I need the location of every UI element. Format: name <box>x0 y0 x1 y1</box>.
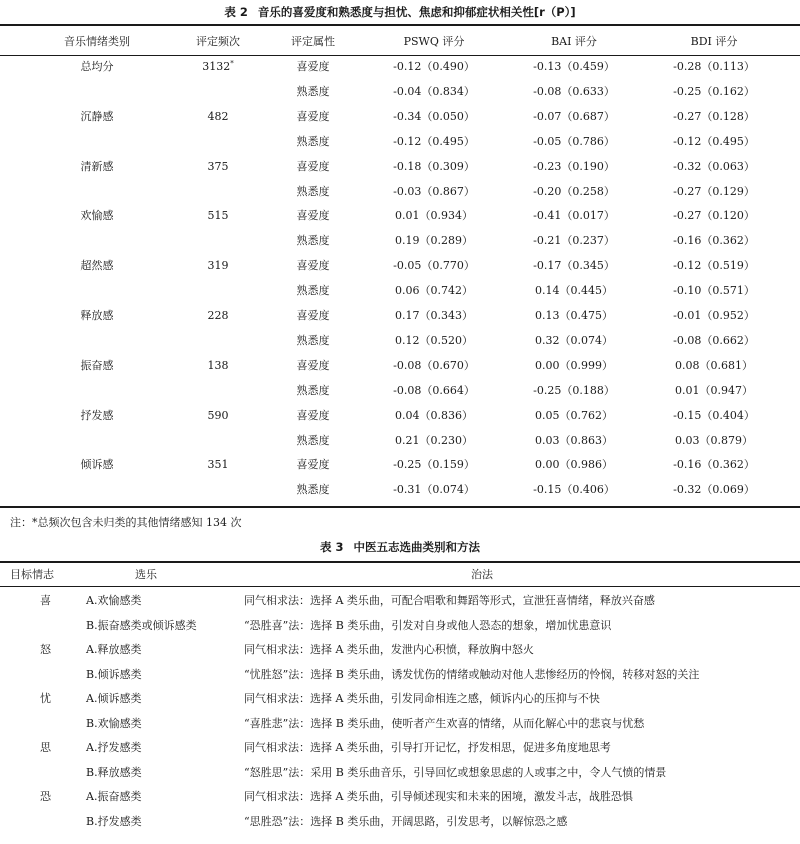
page-cutoff-edge <box>0 838 800 844</box>
pswq-value: 0.06（0.742） <box>395 284 473 298</box>
pswq-value: -0.25（0.159） <box>393 458 475 472</box>
category-label: 振奋感 <box>80 358 114 372</box>
bai-value: -0.13（0.459） <box>533 60 615 73</box>
target-emotion-label: 怒 <box>40 643 51 656</box>
bdi-value: -0.16（0.362） <box>673 234 755 248</box>
table2-title: 音乐的喜爱度和熟悉度与担忧、焦虑和抑郁症状相关性[r（P）] <box>257 5 576 19</box>
music-selection: A.振奋感类 <box>86 790 142 803</box>
bdi-value: -0.16（0.362） <box>673 458 755 472</box>
frequency-number: 138 <box>207 358 229 372</box>
attribute-label: 喜爱度 <box>296 408 330 422</box>
table2-note: 注：*总频次包含未归类的其他情绪感知 134 次 <box>10 516 242 529</box>
bai-value: -0.21（0.237） <box>533 234 615 248</box>
treatment-method: 同气相求法：选择 A 类乐曲，引导打开记忆，抒发相思，促进多角度地思考 <box>244 741 611 754</box>
pswq-value: 0.19（0.289） <box>395 234 473 248</box>
t2-header-bai: BAI 评分 <box>551 35 597 48</box>
treatment-method: “恐胜喜”法：选择 B 类乐曲，引发对自身或他人恐态的想象，增加忧患意识 <box>244 618 612 632</box>
music-selection: B.振奋感类或倾诉感类 <box>86 618 197 632</box>
treatment-method: 同气相求法：选择 A 类乐曲，可配合唱歌和舞蹈等形式，宣泄狂喜情绪，释放兴奋感 <box>244 594 655 607</box>
attribute-label: 喜爱度 <box>296 358 330 372</box>
category-label: 沉静感 <box>80 109 114 123</box>
t2-header-bdi: BDI 评分 <box>690 35 738 48</box>
attribute-label: 熟悉度 <box>296 483 330 497</box>
attribute-label: 熟悉度 <box>296 284 330 298</box>
category-label: 超然感 <box>80 259 114 273</box>
frequency-value <box>208 409 229 423</box>
treatment-method: 同气相求法：选择 A 类乐曲，发泄内心积愤，释放胸中怒火 <box>244 643 534 656</box>
bdi-value: -0.15（0.404） <box>673 408 755 422</box>
frequency-value <box>208 160 229 174</box>
treatment-method: “思胜恐”法：选择 B 类乐曲，开阔思路，引发思考，以解惊恐之感 <box>244 814 568 828</box>
bai-value: 0.13（0.475） <box>535 309 613 322</box>
bai-value: -0.41（0.017） <box>533 209 615 223</box>
bdi-value: -0.12（0.519） <box>673 259 755 273</box>
frequency-value <box>208 209 229 223</box>
bdi-value: 0.08（0.681） <box>675 358 753 372</box>
frequency-number: 228 <box>207 309 229 322</box>
pswq-value: -0.03（0.867） <box>393 184 475 198</box>
category-label: 欢愉感 <box>80 209 114 223</box>
target-emotion-label: 恐 <box>40 790 51 803</box>
pswq-value: -0.08（0.670） <box>393 358 475 372</box>
table2-header-rule <box>0 55 800 56</box>
frequency-number: 351 <box>207 458 229 472</box>
bdi-value: -0.08（0.662） <box>673 333 755 347</box>
pswq-value: -0.12（0.490） <box>393 60 475 73</box>
bai-value: -0.20（0.258） <box>533 184 615 198</box>
pswq-value: -0.34（0.050） <box>393 109 475 123</box>
table2-caption <box>0 4 800 20</box>
frequency-number: 482 <box>207 109 229 123</box>
table3-number: 表 3 <box>319 540 344 554</box>
t3-header-method: 治法 <box>471 568 493 581</box>
table3-top-rule <box>0 561 800 563</box>
pswq-value: -0.31（0.074） <box>393 483 475 497</box>
attribute-label: 喜爱度 <box>296 309 330 322</box>
attribute-label: 熟悉度 <box>296 383 330 397</box>
pswq-value: 0.01（0.934） <box>395 209 473 223</box>
bdi-value: -0.27（0.120） <box>673 209 755 223</box>
bai-value: -0.25（0.188） <box>533 383 615 397</box>
treatment-method: “怒胜思”法：采用 B 类乐曲音乐，引导回忆或想象思虑的人或事之中，令人气愤的情景 <box>244 765 667 779</box>
music-selection: A.倾诉感类 <box>86 692 142 705</box>
target-emotion-label: 忧 <box>40 692 51 705</box>
bdi-value: -0.01（0.952） <box>673 309 755 322</box>
bdi-value: -0.32（0.069） <box>673 483 755 497</box>
attribute-label: 喜爱度 <box>296 458 330 472</box>
attribute-label: 熟悉度 <box>296 184 330 198</box>
table3-title: 中医五志选曲类别和方法 <box>353 540 480 554</box>
bai-value: 0.00（0.999） <box>535 358 613 372</box>
attribute-label: 喜爱度 <box>296 209 330 223</box>
bai-value: -0.08（0.633） <box>533 84 615 98</box>
bdi-value: 0.01（0.947） <box>675 383 753 397</box>
attribute-label: 喜爱度 <box>296 259 330 273</box>
pswq-value: -0.05（0.770） <box>393 259 475 273</box>
attribute-label: 熟悉度 <box>296 333 330 347</box>
pswq-value: 0.21（0.230） <box>395 433 473 447</box>
pswq-value: 0.17（0.343） <box>395 309 473 322</box>
treatment-method: “忧胜怒”法：选择 B 类乐曲，诱发忧伤的情绪或触动对他人悲惨经历的怜悯，转移对怒的关注 <box>244 667 700 681</box>
t2-header-pswq: PSWQ 评分 <box>403 35 465 48</box>
pswq-value: -0.04（0.834） <box>393 84 475 98</box>
table2-top-rule <box>0 24 800 26</box>
bai-value: 0.32（0.074） <box>535 333 613 347</box>
pswq-value: -0.08（0.664） <box>393 383 475 397</box>
bdi-value: -0.32（0.063） <box>673 159 755 173</box>
frequency-footnote-mark: * <box>230 59 234 68</box>
music-selection: A.欢愉感类 <box>86 594 142 607</box>
bai-value: 0.03（0.863） <box>535 433 613 447</box>
frequency-value <box>208 110 229 124</box>
music-selection: B.抒发感类 <box>86 814 142 828</box>
t3-header-music: 选乐 <box>135 568 157 581</box>
category-label: 抒发感 <box>80 408 114 422</box>
frequency-value <box>208 309 229 323</box>
t2-header-freq: 评定频次 <box>196 35 240 48</box>
treatment-method: “喜胜悲”法：选择 B 类乐曲，使听者产生欢喜的情绪，从而化解心中的悲哀与忧愁 <box>244 716 645 730</box>
bdi-value: -0.25（0.162） <box>673 84 755 98</box>
music-selection: B.释放感类 <box>86 765 142 779</box>
treatment-method: 同气相求法：选择 A 类乐曲，引导倾述现实和未来的困境，激发斗志，战胜恐惧 <box>244 790 633 803</box>
category-label: 清新感 <box>80 159 114 173</box>
bai-value: -0.15（0.406） <box>533 483 615 497</box>
t2-header-category: 音乐情绪类别 <box>64 35 130 48</box>
target-emotion-label: 思 <box>40 741 51 754</box>
frequency-number: 375 <box>207 159 229 173</box>
category-label: 总均分 <box>80 60 114 73</box>
table2-bottom-rule <box>0 506 800 508</box>
bai-value: 0.14（0.445） <box>535 284 613 298</box>
t3-header-emotion: 目标情志 <box>10 568 54 581</box>
attribute-label: 熟悉度 <box>296 234 330 248</box>
music-selection: A.释放感类 <box>86 643 142 656</box>
frequency-value <box>208 458 229 472</box>
pswq-value: -0.12（0.495） <box>393 134 475 148</box>
target-emotion-label: 喜 <box>40 594 51 607</box>
bai-value: -0.07（0.687） <box>533 109 615 123</box>
bdi-value: -0.27（0.128） <box>673 109 755 123</box>
bai-value: -0.17（0.345） <box>533 259 615 273</box>
bdi-value: -0.28（0.113） <box>673 60 755 73</box>
attribute-label: 熟悉度 <box>296 433 330 447</box>
attribute-label: 喜爱度 <box>296 109 330 123</box>
frequency-value <box>208 259 229 273</box>
pswq-value: 0.12（0.520） <box>395 333 473 347</box>
t2-header-attr: 评定属性 <box>291 35 335 48</box>
category-label: 释放感 <box>80 309 114 322</box>
music-selection: B.欢愉感类 <box>86 716 142 730</box>
bai-value: -0.23（0.190） <box>533 159 615 173</box>
bdi-value: 0.03（0.879） <box>675 433 753 447</box>
bai-value: -0.05（0.786） <box>533 134 615 148</box>
bai-value: 0.00（0.986） <box>535 458 613 472</box>
pswq-value: -0.18（0.309） <box>393 159 475 173</box>
music-selection: B.倾诉感类 <box>86 667 142 681</box>
attribute-label: 熟悉度 <box>296 84 330 98</box>
frequency-value <box>202 60 234 74</box>
bdi-value: -0.12（0.495） <box>673 134 755 148</box>
bai-value: 0.05（0.762） <box>535 408 613 422</box>
bdi-value: -0.10（0.571） <box>673 284 755 298</box>
music-selection: A.抒发感类 <box>86 741 142 754</box>
category-label: 倾诉感 <box>80 458 114 472</box>
pswq-value: 0.04（0.836） <box>395 408 473 422</box>
treatment-method: 同气相求法：选择 A 类乐曲，引发同命相连之感，倾诉内心的压抑与不快 <box>244 692 600 705</box>
table3-header-rule <box>0 586 800 587</box>
table3-caption <box>0 539 800 555</box>
attribute-label: 熟悉度 <box>296 134 330 148</box>
attribute-label: 喜爱度 <box>296 60 330 73</box>
frequency-value <box>208 359 229 373</box>
bdi-value: -0.27（0.129） <box>673 184 755 198</box>
frequency-number: 3132 <box>202 60 231 73</box>
frequency-number: 590 <box>207 408 229 422</box>
table2-number: 表 2 <box>224 5 248 19</box>
frequency-number: 319 <box>207 259 229 273</box>
frequency-number: 515 <box>207 209 229 223</box>
attribute-label: 喜爱度 <box>296 159 330 173</box>
